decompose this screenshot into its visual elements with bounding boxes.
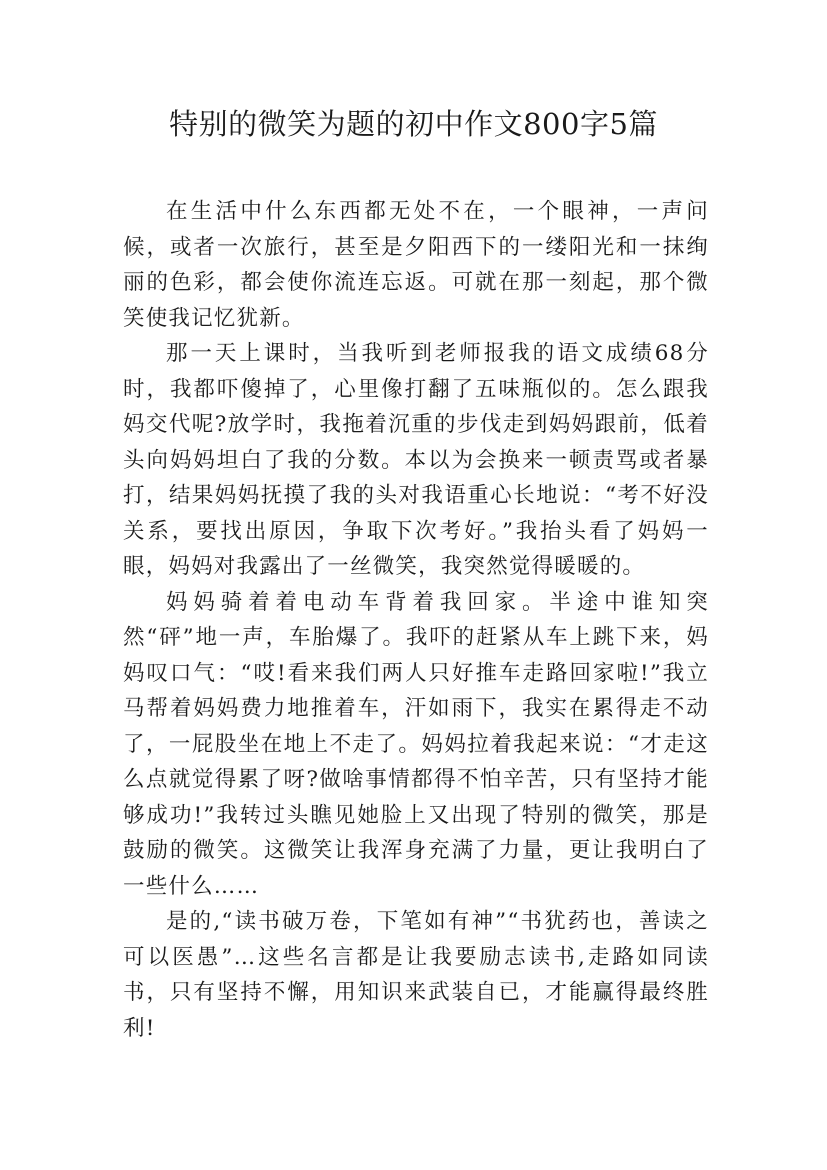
paragraph-1: 在生活中什么东西都无处不在，一个眼神，一声问候，或者一次旅行，甚至是夕阳西下的一缕阳光和一抹绚丽的色彩，都会使你流连忘返。可就在那一刻起，那个微笑使我记忆犹新。 (123, 199, 709, 331)
document-body (123, 194, 709, 1046)
paragraph-2: 那一天上课时，当我听到老师报我的语文成绩68分时，我都吓傻掉了，心里像打翻了五味瓶似的。怎么跟我妈交代呢?放学时，我拖着沉重的步伐走到妈妈跟前，低着头向妈妈坦白了我的分数。本以为会换来一顿责骂或者暴打，结果妈妈抚摸了我的头对我语重心长地说：“考不好没关系，要找出原因，争取下次考好。”我抬头看了妈妈一眼，妈妈对我露出了一丝微笑，我突然觉得暖暖的。 (123, 341, 709, 579)
document-title: 特别的微笑为题的初中作文800字5篇 (169, 107, 658, 141)
paragraph-3: 妈妈骑着着电动车背着我回家。半途中谁知突然“砰”地一声，车胎爆了。我吓的赶紧从车上跳下来，妈妈叹口气：“哎!看来我们两人只好推车走路回家啦!”我立马帮着妈妈费力地推着车，汗如雨下，我实在累得走不动了，一屁股坐在地上不走了。妈妈拉着我起来说：“才走这么点就觉得累了呀?做啥事情都得不怕辛苦，只有坚持才能够成功!”我转过头瞧见她脸上又出现了特别的微笑，那是鼓励的微笑。这微笑让我浑身充满了力量，更让我明白了一些什么…… (123, 589, 709, 899)
paragraph-4: 是的,“读书破万卷，下笔如有神”“书犹药也，善读之可以医愚”…这些名言都是让我要励志读书,走路如同读书，只有坚持不懈，用知识来武装自已，才能赢得最终胜利! (123, 909, 709, 1041)
